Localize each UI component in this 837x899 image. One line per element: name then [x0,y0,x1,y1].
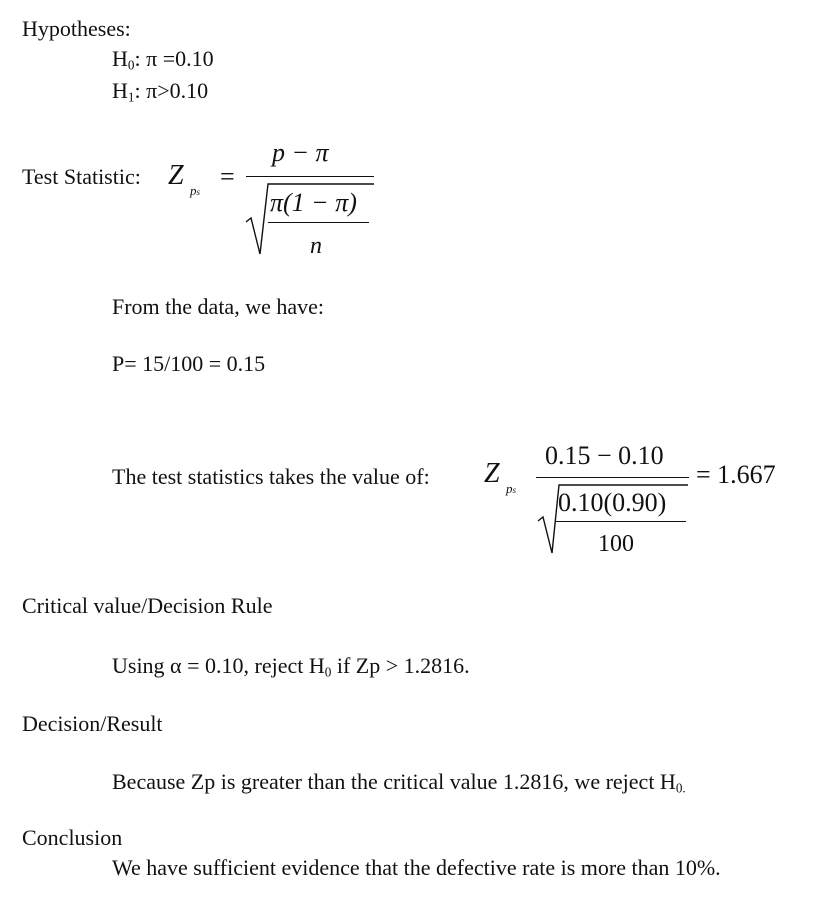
computation-label: The test statistics takes the value of: [112,464,430,489]
computed-result: = 1.667 [696,460,776,489]
h0-sub: 0 [127,57,135,73]
computed-inner-fraction-bar [556,521,686,522]
z-subscript [190,184,200,197]
h1-label: H [112,78,128,103]
z-symbol-computed: Z [484,458,500,489]
formula-fraction-bar [246,176,374,177]
decision-rule [112,653,470,680]
formula-inner-fraction-bar [268,222,369,223]
h0-text: : π =0.10 [134,46,214,71]
rule-suffix: if Zp > 1.2816. [331,653,470,678]
equals-sign: = [220,162,235,191]
decision-sub: 0. [675,780,686,796]
z-symbol: Z [168,160,184,191]
h1-sub: 1 [127,89,135,105]
conclusion-text: We have sufficient evidence that the defective rate is more than 10%. [112,855,721,880]
decision-prefix: Because Zp is greater than the critical value 1.2816, we reject H [112,769,676,794]
critical-heading: Critical value/Decision Rule [22,593,273,618]
null-hypothesis [112,46,214,73]
z-sub-s: s [196,187,201,197]
p-value-computation: P= 15/100 = 0.15 [112,351,266,376]
rule-prefix: Using α = 0.10, reject H [112,653,325,678]
data-intro: From the data, we have: [112,294,324,319]
computed-fraction-bar [536,477,689,478]
formula-denominator-bottom: n [310,233,322,259]
computed-numerator: 0.15 − 0.10 [545,441,664,470]
computed-denominator-bottom: 100 [598,531,634,557]
test-statistic-label: Test Statistic: [22,164,141,189]
alternative-hypothesis [112,78,209,105]
conclusion-heading: Conclusion [22,825,123,850]
rule-sub: 0 [324,664,332,680]
z-sub-p-computed: p [506,481,513,496]
h0-label: H [112,46,128,71]
z-subscript-computed [506,482,516,495]
hypotheses-heading: Hypotheses: [22,16,131,41]
formula-denominator-top: π(1 − π) [270,188,357,217]
decision-text [112,769,686,796]
decision-heading: Decision/Result [22,711,163,736]
z-sub-p: p [190,183,197,198]
formula-numerator: p − π [272,138,329,167]
h1-text: : π>0.10 [134,78,209,103]
computed-denominator-top: 0.10(0.90) [558,488,667,517]
z-sub-s-computed: s [512,485,517,495]
